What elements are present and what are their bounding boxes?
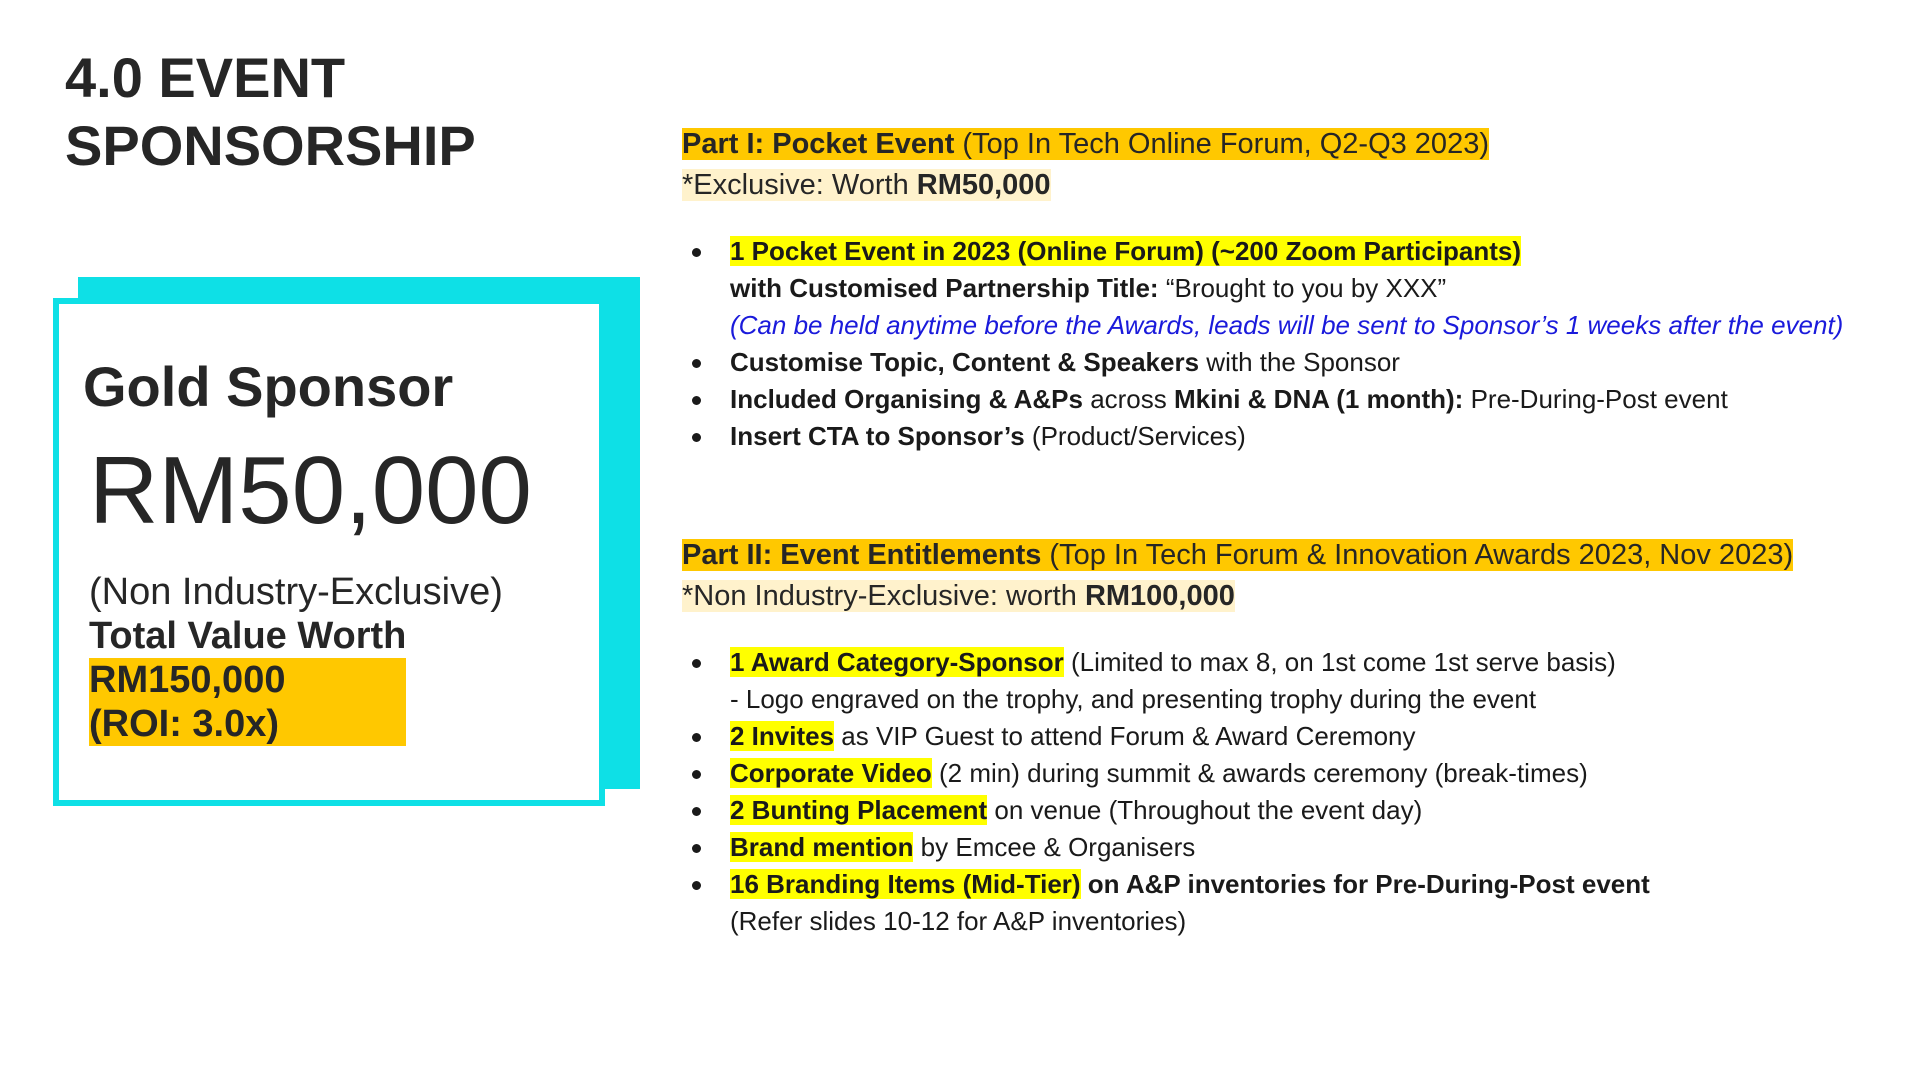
list-item xyxy=(682,755,1650,792)
list-item xyxy=(682,866,1650,940)
list-item xyxy=(682,344,1843,381)
page-title-line-1: 4.0 EVENT xyxy=(65,46,346,109)
list-item xyxy=(682,418,1843,455)
list-item xyxy=(682,381,1843,418)
part1-title-bold: Part I: Pocket Event xyxy=(682,128,955,160)
part1-item3-mid: across xyxy=(1082,384,1174,414)
list-item xyxy=(682,792,1650,829)
part2-worth-value: RM100,000 xyxy=(1084,580,1235,612)
page-title xyxy=(65,44,476,180)
list-item xyxy=(682,233,1843,344)
part1-item4-rest: (Product/Services) xyxy=(1024,421,1246,451)
part1-item3-bold2: Mkini & DNA (1 month): xyxy=(1174,384,1464,414)
card-price: RM50,000 xyxy=(89,437,532,544)
part1-title-rest: (Top In Tech Online Forum, Q2-Q3 2023) xyxy=(954,128,1489,160)
part1-item3-bold: Included Organising & A&Ps xyxy=(730,384,1083,414)
part2-item2-rest: as VIP Guest to attend Forum & Award Ceremony xyxy=(834,721,1416,751)
part2-heading xyxy=(682,535,1793,617)
part2-item1-line2: - Logo engraved on the trophy, and presenting trophy during the event xyxy=(730,684,1537,714)
part1-item2-bold: Customise Topic, Content & Speakers xyxy=(730,347,1200,377)
card-total-label: Total Value Worth xyxy=(89,615,407,657)
part2-title-rest: (Top In Tech Forum & Innovation Awards 2023, Nov 2023) xyxy=(1041,539,1794,571)
part1-item3-rest: Pre-During-Post event xyxy=(1463,384,1728,414)
part1-item1-line2-bold: with Customised Partnership Title: xyxy=(730,273,1159,303)
part2-item1-highlight: 1 Award Category-Sponsor xyxy=(730,647,1064,677)
list-item xyxy=(682,718,1650,755)
part2-title-bold: Part II: Event Entitlements xyxy=(682,539,1042,571)
page-title-line-2: SPONSORSHIP xyxy=(65,114,476,177)
card-total-value: RM150,000 xyxy=(89,658,406,702)
part2-item5-highlight: Brand mention xyxy=(730,832,914,862)
part2-item6-highlight: 16 Branding Items (Mid-Tier) xyxy=(730,869,1081,899)
part1-item1-note: (Can be held anytime before the Awards, leads will be sent to Sponsor’s 1 weeks after the event) xyxy=(730,310,1844,340)
part2-worth-prefix: *Non Industry-Exclusive: worth xyxy=(682,580,1085,612)
part1-item1-highlight: 1 Pocket Event in 2023 (Online Forum) (~200 Zoom Participants) xyxy=(730,236,1522,266)
card-total-block xyxy=(89,614,406,746)
part2-item4-highlight: 2 Bunting Placement xyxy=(730,795,988,825)
part2-item4-rest: on venue (Throughout the event day) xyxy=(987,795,1423,825)
part1-list xyxy=(682,233,1843,455)
part2-item3-rest: (2 min) during summit & awards ceremony (break-times) xyxy=(931,758,1588,788)
part2-item6-line2: (Refer slides 10-12 for A&P inventories) xyxy=(730,906,1187,936)
list-item xyxy=(682,829,1650,866)
part1-worth-value: RM50,000 xyxy=(916,169,1051,201)
card-heading: Gold Sponsor xyxy=(83,355,454,418)
gold-sponsor-card xyxy=(53,298,605,806)
part1-item4-bold: Insert CTA to Sponsor’s xyxy=(730,421,1025,451)
part2-item5-rest: by Emcee & Organisers xyxy=(913,832,1196,862)
part1-item2-rest: with the Sponsor xyxy=(1199,347,1400,377)
part2-item2-highlight: 2 Invites xyxy=(730,721,835,751)
part1-item1-line2-rest: “Brought to you by XXX” xyxy=(1158,273,1447,303)
card-note: (Non Industry-Exclusive) xyxy=(89,571,503,613)
part2-item1-rest: (Limited to max 8, on 1st come 1st serve basis) xyxy=(1063,647,1616,677)
part2-item6-bold-rest: on A&P inventories for Pre-During-Post event xyxy=(1080,869,1650,899)
part1-worth-prefix: *Exclusive: Worth xyxy=(682,169,917,201)
part2-item3-highlight: Corporate Video xyxy=(730,758,932,788)
card-roi: (ROI: 3.0x) xyxy=(89,702,406,746)
part2-list xyxy=(682,644,1650,940)
part1-heading xyxy=(682,124,1489,206)
list-item xyxy=(682,644,1650,718)
